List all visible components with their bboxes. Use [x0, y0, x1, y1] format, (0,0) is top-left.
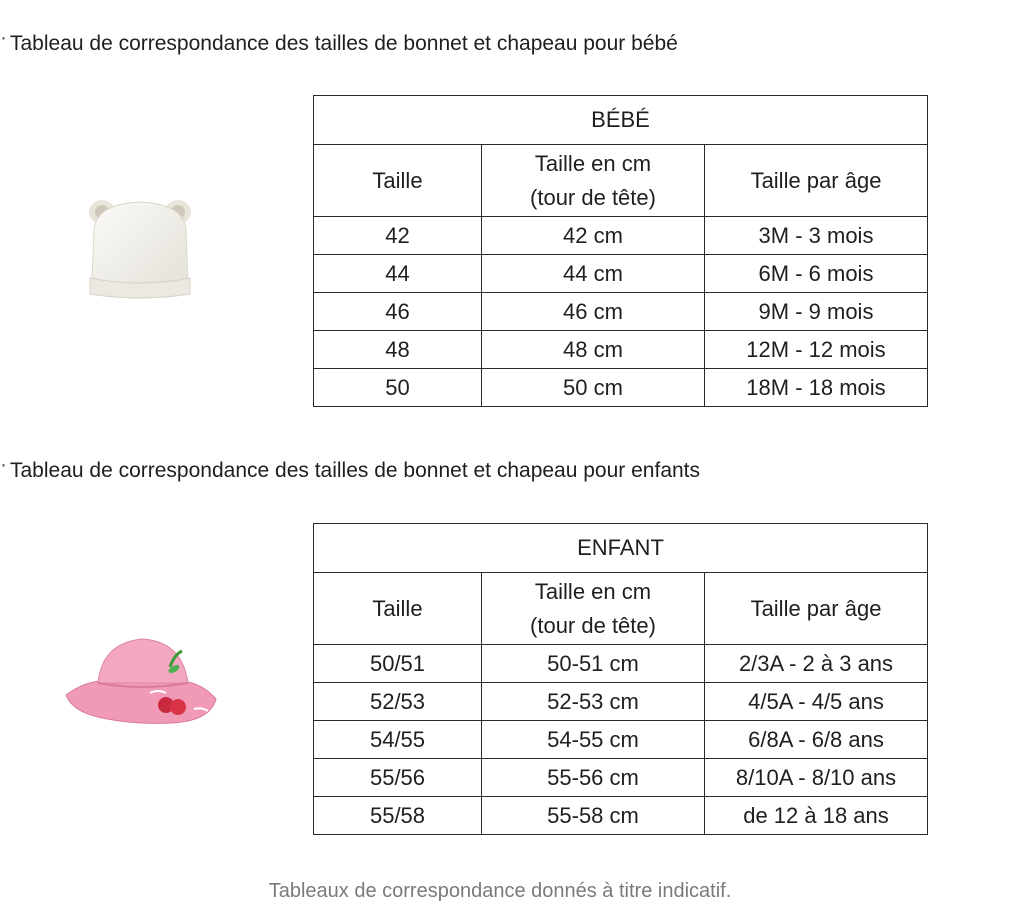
cell-taille: 44	[314, 255, 482, 293]
table-title: BÉBÉ	[314, 96, 928, 145]
baby-beanie-image	[80, 190, 202, 305]
header-taille-cm-line2: (tour de tête)	[530, 184, 656, 210]
cell-cm: 50-51 cm	[482, 645, 705, 683]
table-row	[314, 293, 928, 331]
bullet-marker: ·	[0, 453, 7, 476]
table-row	[314, 331, 928, 369]
cell-age: 6M - 6 mois	[705, 255, 928, 293]
cell-cm: 55-56 cm	[482, 759, 705, 797]
cell-cm: 42 cm	[482, 217, 705, 255]
section-heading-text: Tableau de correspondance des tailles de bonnet et chapeau pour enfants	[10, 459, 701, 482]
cell-taille: 48	[314, 331, 482, 369]
cell-cm: 48 cm	[482, 331, 705, 369]
section-heading-text: Tableau de correspondance des tailles de bonnet et chapeau pour bébé	[10, 32, 678, 55]
header-taille-cm-line1: Taille en cm	[534, 150, 652, 176]
cell-age: 9M - 9 mois	[705, 293, 928, 331]
cell-age: 2/3A - 2 à 3 ans	[705, 645, 928, 683]
child-bucket-hat-image	[62, 625, 220, 730]
header-taille-cm-line1: Taille en cm	[534, 578, 652, 604]
cell-taille: 50	[314, 369, 482, 407]
cell-taille: 55/58	[314, 797, 482, 835]
cell-taille: 46	[314, 293, 482, 331]
section-heading-enfant	[0, 453, 700, 483]
cell-age: 12M - 12 mois	[705, 331, 928, 369]
size-table-bebe	[313, 95, 928, 407]
table-row	[314, 721, 928, 759]
size-table-enfant	[313, 523, 928, 835]
cell-age: 3M - 3 mois	[705, 217, 928, 255]
section-heading-bebe	[0, 26, 678, 56]
cell-age: 6/8A - 6/8 ans	[705, 721, 928, 759]
cell-cm: 46 cm	[482, 293, 705, 331]
header-taille: Taille	[314, 573, 482, 645]
cell-cm: 55-58 cm	[482, 797, 705, 835]
table-row	[314, 369, 928, 407]
cell-taille: 42	[314, 217, 482, 255]
table-row	[314, 683, 928, 721]
footnote: Tableaux de correspondance donnés à titre indicatif.	[268, 880, 732, 902]
bullet-marker: ·	[0, 26, 7, 49]
table-row	[314, 759, 928, 797]
table-title: ENFANT	[314, 524, 928, 573]
header-taille-cm	[482, 145, 705, 217]
cell-taille: 55/56	[314, 759, 482, 797]
cell-taille: 50/51	[314, 645, 482, 683]
table-row	[314, 797, 928, 835]
cell-age: de 12 à 18 ans	[705, 797, 928, 835]
cell-age: 4/5A - 4/5 ans	[705, 683, 928, 721]
cell-taille: 54/55	[314, 721, 482, 759]
cell-cm: 52-53 cm	[482, 683, 705, 721]
header-taille-cm	[482, 573, 705, 645]
table-row	[314, 217, 928, 255]
cell-age: 18M - 18 mois	[705, 369, 928, 407]
header-taille-age: Taille par âge	[705, 573, 928, 645]
cell-taille: 52/53	[314, 683, 482, 721]
header-taille: Taille	[314, 145, 482, 217]
cell-cm: 50 cm	[482, 369, 705, 407]
table-row	[314, 255, 928, 293]
cell-cm: 44 cm	[482, 255, 705, 293]
table-row	[314, 645, 928, 683]
header-taille-cm-line2: (tour de tête)	[530, 612, 656, 638]
cell-cm: 54-55 cm	[482, 721, 705, 759]
header-taille-age: Taille par âge	[705, 145, 928, 217]
cell-age: 8/10A - 8/10 ans	[705, 759, 928, 797]
